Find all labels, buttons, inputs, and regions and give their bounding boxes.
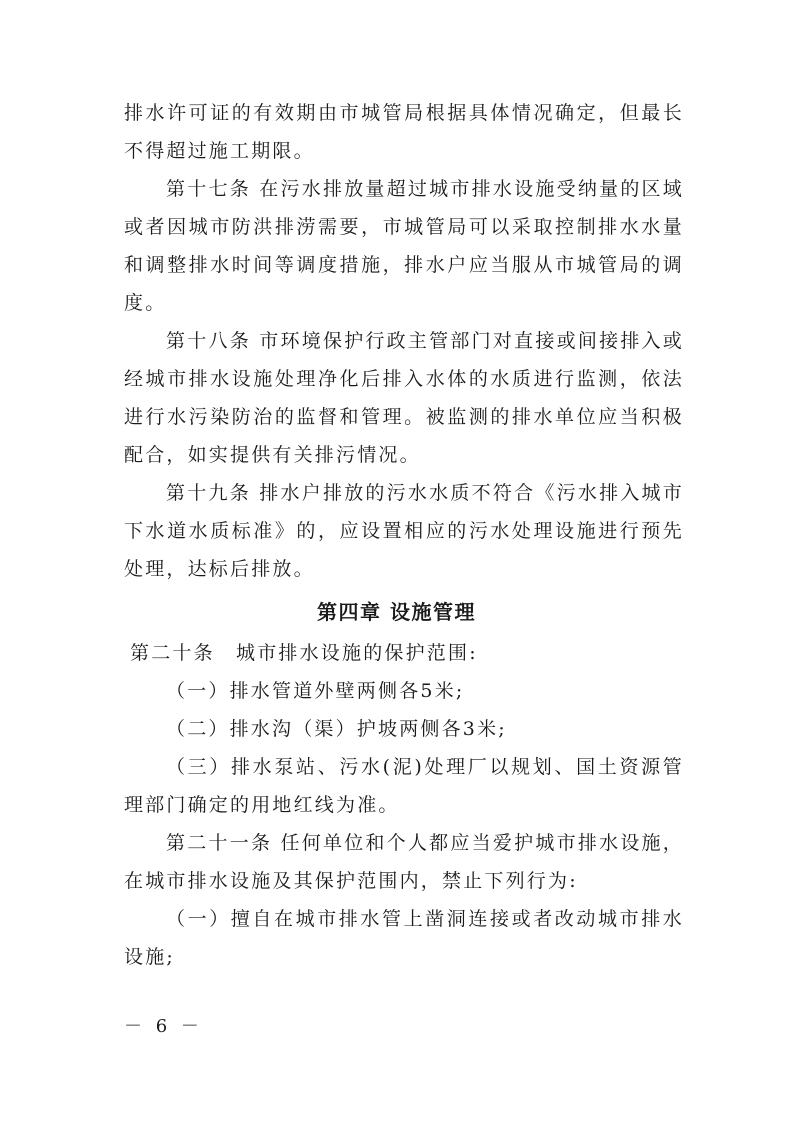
chapter-heading: 第四章 设施管理: [317, 600, 476, 624]
paragraph-article-20: 第二十条 城市排水设施的保护范围:: [130, 642, 478, 664]
paragraph-article-19: 第十九条 排水户排放的污水水质不符合《污水排入城市下水道水质标准》的，应设置相应的污水处理设施进行预先处理，达标后排放。: [124, 482, 684, 580]
list-item-20-3: （三）排水泵站、污水(泥)处理厂以规划、国土资源管理部门确定的用地红线为准。: [124, 756, 684, 816]
list-item-20-2: （二）排水沟（渠）护坡两侧各3米;: [166, 718, 507, 740]
paragraph-article-17: 第十七条 在污水排放量超过城市排水设施受纳量的区域或者因城市防洪排涝需要，市城管局可以采取控制排水水量和调整排水时间等调度措施，排水户应当服从市城管局的调度。: [124, 178, 684, 314]
paragraph-article-21: 第二十一条 任何单位和个人都应当爱护城市排水设施，在城市排水设施及其保护范围内，禁止下列行为:: [124, 832, 684, 892]
list-item-21-1: （一）擅自在城市排水管上凿洞连接或者改动城市排水设施;: [124, 908, 684, 968]
paragraph-article-18: 第十八条 市环境保护行政主管部门对直接或间接排入或经城市排水设施处理净化后排入水体的水质进行监测，依法进行水污染防治的监督和管理。被监测的排水单位应当积极配合，如实提供有关排污情况。: [124, 330, 684, 466]
page-number: － 6 －: [124, 1016, 203, 1037]
list-item-20-1: （一）排水管道外壁两侧各5米;: [166, 680, 465, 702]
paragraph-permit-validity: 排水许可证的有效期由市城管局根据具体情况确定，但最长不得超过施工期限。: [124, 102, 684, 162]
